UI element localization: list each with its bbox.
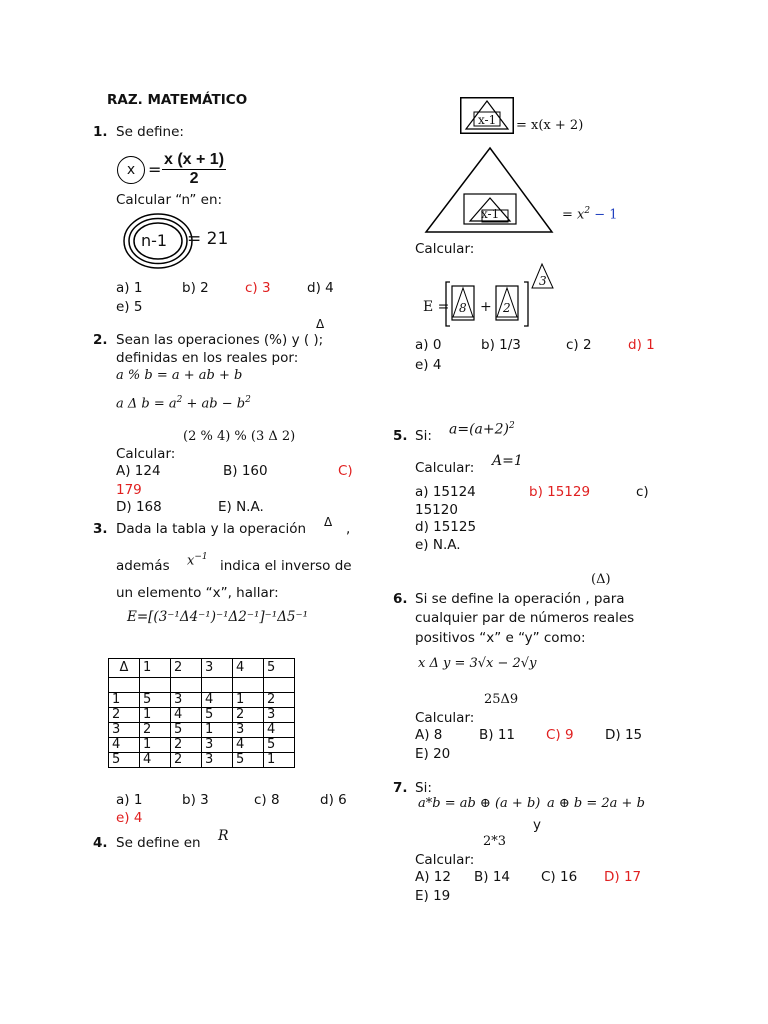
- q4-big-def-b: 2: [584, 206, 591, 216]
- q3-table-cell: 3: [202, 753, 233, 768]
- q3-option-d: d) 6: [320, 792, 347, 808]
- q5-option-b: b) 15129: [529, 484, 591, 500]
- q3-table-cell: 2: [171, 659, 202, 678]
- q7-option-d: D) 17: [604, 869, 642, 885]
- q2-def2-c: + ab − b: [182, 396, 246, 412]
- table-row: [109, 738, 295, 753]
- q3-option-c: c) 8: [254, 792, 280, 808]
- q6-option-b: B) 11: [479, 727, 515, 743]
- q7-option-c: C) 16: [541, 869, 578, 885]
- q2-delta: Δ: [316, 317, 325, 331]
- q3-table-cell: 4: [233, 738, 264, 753]
- q1-circle-x: [117, 156, 145, 184]
- q2-option-b: B) 160: [223, 463, 268, 479]
- q1-text: Se define:: [116, 124, 184, 140]
- q5-text: Si:: [415, 428, 432, 444]
- q1-option-b: b) 2: [182, 280, 209, 296]
- q3-table-cell: 3: [202, 659, 233, 678]
- q1-option-a: a) 1: [116, 280, 143, 296]
- q2-option-e: E) N.A.: [218, 499, 264, 515]
- q3-table-cell: 4: [264, 723, 295, 738]
- q3-table-cell: 2: [109, 708, 140, 723]
- q2-expression: (2 % 4) % (3 Δ 2): [183, 429, 296, 444]
- q3-option-a: a) 1: [116, 792, 143, 808]
- q6-option-d: D) 15: [605, 727, 643, 743]
- q1-fraction: [162, 151, 226, 188]
- table-row: [109, 708, 295, 723]
- q6-calc: Calcular:: [415, 710, 475, 726]
- q6-option-a: A) 8: [415, 727, 443, 743]
- q3-table-cell: 3: [171, 693, 202, 708]
- q3-line2b: indica el inverso de: [220, 558, 352, 574]
- q4-plus: +: [480, 299, 492, 315]
- q4-small-triangle-label: x-1: [478, 113, 497, 127]
- q6-number: 6.: [393, 591, 408, 607]
- q6-formula: x Δ y = 3√x − 2√y: [418, 656, 537, 671]
- q5-formula-sq: 2: [509, 421, 515, 431]
- q3-table-cell: 5: [171, 723, 202, 738]
- q2-def2-a: a Δ b = a: [116, 396, 177, 412]
- q1-circle-label: x: [126, 162, 136, 178]
- q2-option-d: D) 168: [116, 499, 162, 515]
- q7-text: Si:: [415, 780, 432, 796]
- q1-rings-value: = 21: [187, 229, 229, 249]
- q4-option-a: a) 0: [415, 337, 442, 353]
- q2-number: 2.: [93, 332, 108, 348]
- q3-table-cell: 4: [140, 753, 171, 768]
- q3-operation-table: [108, 658, 295, 768]
- q1-option-e: e) 5: [116, 299, 143, 315]
- q2-option-c: C): [338, 463, 353, 479]
- q2-line2: definidas en los reales por:: [116, 350, 299, 366]
- q3-table-cell: 5: [109, 753, 140, 768]
- q3-table-cell: 5: [140, 693, 171, 708]
- q3-line3: un elemento “x”, hallar:: [116, 585, 279, 601]
- q4-calc: Calcular:: [415, 241, 475, 257]
- q3-comma: ,: [346, 521, 351, 537]
- q3-table-cell: 5: [264, 738, 295, 753]
- q5-calc: Calcular:: [415, 460, 475, 476]
- q3-table-cell: 4: [109, 738, 140, 753]
- q3-table-cell: 3: [264, 708, 295, 723]
- q6-operator: (Δ): [591, 572, 611, 587]
- q3-table-header: [109, 659, 295, 678]
- q3-x-inverse: [187, 552, 208, 568]
- q1-option-d: d) 4: [307, 280, 334, 296]
- q3-table-cell: 5: [233, 753, 264, 768]
- q5-option-d: d) 15125: [415, 519, 477, 535]
- q2-def2: [116, 395, 251, 411]
- q6-line3: positivos “x” e “y” como:: [415, 630, 586, 646]
- q3-table-cell: 2: [171, 738, 202, 753]
- q1-calc: Calcular “n” en:: [116, 192, 223, 208]
- q7-option-b: B) 14: [474, 869, 510, 885]
- q3-table-cell: 1: [202, 723, 233, 738]
- q6-option-e: E) 20: [415, 746, 451, 762]
- q1-number: 1.: [93, 124, 108, 140]
- q3-option-b: b) 3: [182, 792, 209, 808]
- q5-option-c: c): [636, 484, 649, 500]
- q3-x: x: [187, 553, 195, 569]
- q3-table-cell: Δ: [109, 659, 140, 678]
- q6-line1: Si se define la operación , para: [415, 591, 625, 607]
- q5-target: A=1: [492, 453, 523, 469]
- q3-table-cell: 1: [233, 693, 264, 708]
- q3-sup: −1: [194, 552, 208, 562]
- q4-option-c: c) 2: [566, 337, 592, 353]
- q1-equals: =: [148, 160, 162, 179]
- q6-target: 25Δ9: [484, 692, 519, 707]
- q3-number: 3.: [93, 521, 108, 537]
- q7-target: 2*3: [483, 834, 507, 849]
- q3-table-cell: 2: [171, 753, 202, 768]
- q3-table-cell: 2: [233, 708, 264, 723]
- q2-def2-d: 2: [245, 395, 251, 405]
- q3-table-cell: 4: [202, 693, 233, 708]
- q4-option-d: d) 1: [628, 337, 655, 353]
- q3-table-cell: 1: [109, 693, 140, 708]
- q4-big-def-c: − 1: [590, 207, 618, 223]
- q3-delta: Δ: [324, 515, 333, 529]
- table-row: [109, 753, 295, 768]
- q1-rings-label: n-1: [141, 231, 168, 250]
- q3-table-cell: 1: [264, 753, 295, 768]
- q4-box-2: 2: [503, 301, 511, 315]
- q4-number: 4.: [93, 835, 108, 851]
- q3-table-cell: 1: [140, 738, 171, 753]
- q3-table-cell: 3: [202, 738, 233, 753]
- q1-option-c: c) 3: [245, 280, 271, 296]
- q3-table-cell: 2: [140, 723, 171, 738]
- q7-def2: a ⊕ b = 2a + b: [547, 796, 645, 811]
- q5-number: 5.: [393, 428, 408, 444]
- q3-table-cell: 3: [233, 723, 264, 738]
- q3-table-cell: 3: [109, 723, 140, 738]
- q4-option-e: e) 4: [415, 357, 442, 373]
- q5-option-a: a) 15124: [415, 484, 476, 500]
- q3-table-cell: 1: [140, 708, 171, 723]
- q4-text: Se define en: [116, 835, 201, 851]
- q4-set-R: R: [218, 828, 229, 844]
- q2-def2-b: 2: [176, 395, 183, 405]
- q3-table-cell: 4: [171, 708, 202, 723]
- q3-table-cell: 5: [264, 659, 295, 678]
- q3-option-e: e) 4: [116, 810, 143, 826]
- q4-small-definition: = x(x + 2): [516, 118, 584, 133]
- q4-E-label: E =: [423, 299, 450, 315]
- q7-def1: a*b = ab ⊕ (a + b): [418, 796, 541, 811]
- q2-option-a: A) 124: [116, 463, 161, 479]
- q3-table-cell: 4: [233, 659, 264, 678]
- q2-line1: Sean las operaciones (%) y ( );: [116, 332, 324, 348]
- q4-big-triangle-label: x-1: [481, 207, 500, 221]
- q2-def1: a % b = a + ab + b: [116, 368, 243, 383]
- q7-number: 7.: [393, 780, 408, 796]
- q6-option-c: C) 9: [546, 727, 574, 743]
- q7-y: y: [533, 817, 541, 833]
- q7-option-a: A) 12: [415, 869, 451, 885]
- q3-table-cell: 1: [140, 659, 171, 678]
- q3-line1: Dada la tabla y la operación: [116, 521, 307, 537]
- q5-option-c-value: 15120: [415, 502, 458, 518]
- q4-big-def-a: = x: [562, 207, 585, 223]
- q5-formula-main: a=(a+2): [449, 421, 509, 438]
- q3-formula: E=[(3⁻¹Δ4⁻¹)⁻¹Δ2⁻¹]⁻¹Δ5⁻¹: [127, 609, 309, 625]
- q3-line2a: además: [116, 558, 170, 574]
- q4-exponent: 3: [539, 274, 547, 288]
- q6-line2: cualquier par de números reales: [415, 610, 635, 626]
- q4-box-1: 8: [459, 301, 467, 315]
- q4-big-definition: [562, 206, 618, 222]
- q2-calc: Calcular:: [116, 446, 176, 462]
- q4-option-b: b) 1/3: [481, 337, 521, 353]
- q5-option-e: e) N.A.: [415, 537, 461, 553]
- q7-calc: Calcular:: [415, 852, 475, 868]
- table-row: [109, 693, 295, 708]
- q4-big-triangle-figure: [424, 146, 554, 236]
- q2-option-c-value: 179: [116, 482, 142, 498]
- page-title: RAZ. MATEMÁTICO: [107, 92, 248, 108]
- q4-E-bracket-figure: [444, 262, 556, 328]
- q7-option-e: E) 19: [415, 888, 451, 904]
- table-row: [109, 723, 295, 738]
- q1-numerator: x (x + 1): [164, 151, 225, 168]
- q1-denominator: 2: [189, 170, 199, 187]
- q3-table-cell: 2: [264, 693, 295, 708]
- q3-table-spacer: [109, 678, 295, 693]
- q3-table-cell: 5: [202, 708, 233, 723]
- q5-formula: [449, 421, 515, 438]
